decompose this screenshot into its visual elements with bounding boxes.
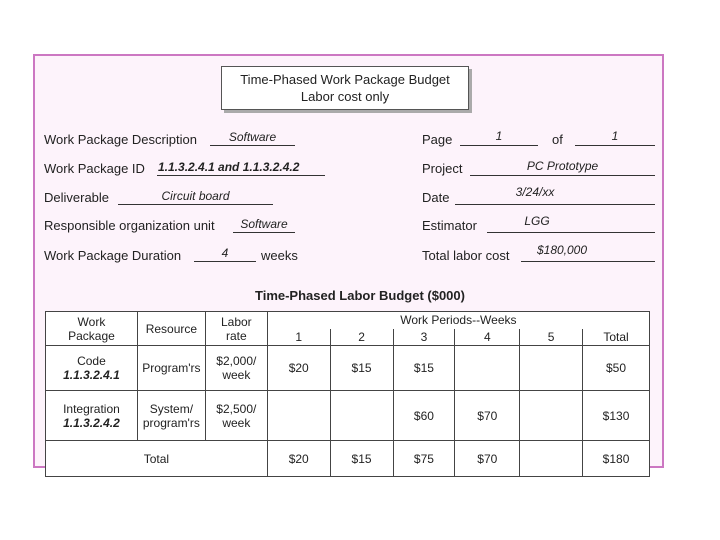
header-week-1: 1 [267, 329, 330, 346]
deliverable-label: Deliverable [44, 190, 110, 205]
wp-description-value: Software [228, 130, 277, 144]
total-week-4: $70 [455, 441, 520, 477]
row-total: $130 [583, 391, 650, 441]
row-total: $50 [583, 346, 650, 391]
wp-description-label: Work Package Description [44, 132, 197, 147]
row-rate-line2: week [222, 368, 251, 382]
form-title-line2: Labor cost only [300, 89, 390, 104]
row-resource: Program'rs [137, 346, 205, 391]
header-labor-rate [205, 312, 267, 346]
wp-id-value: 1.1.3.2.4.1 and 1.1.3.2.4.2 [158, 160, 300, 174]
total-cost-value: $180,000 [536, 243, 588, 257]
header-work-package-line2: Package [68, 328, 115, 343]
header-week-4: 4 [455, 329, 520, 346]
header-total: Total [583, 329, 650, 346]
row-id: 1.1.3.2.4.1 [63, 368, 120, 382]
row-id: 1.1.3.2.4.2 [63, 415, 120, 430]
row-work-package [46, 346, 138, 391]
row-resource-line1: System/ [149, 401, 194, 416]
row-resource [137, 391, 205, 441]
page-value: 1 [495, 129, 503, 143]
row-week-4 [455, 346, 520, 391]
project-label: Project [422, 161, 463, 176]
row-resource-line2: program'rs [142, 415, 200, 430]
header-week-5: 5 [520, 329, 583, 346]
row-week-3: $60 [393, 391, 455, 441]
header-labor-rate-line1: Labor [220, 314, 252, 329]
deliverable-value: Circuit board [161, 189, 230, 203]
total-week-5 [520, 441, 583, 477]
of-value: 1 [611, 129, 619, 143]
of-label: of [552, 132, 563, 147]
header-work-package-line1: Work [77, 314, 106, 329]
row-work-package [46, 391, 138, 441]
total-week-1: $20 [267, 441, 330, 477]
total-grand: $180 [583, 441, 650, 477]
budget-table-title: Time-Phased Labor Budget ($000) [255, 288, 465, 303]
row-rate-line1: $2,000/ [216, 354, 257, 368]
header-week-3: 3 [393, 329, 455, 346]
form-title [221, 66, 469, 110]
form-title-line1: Time-Phased Work Package Budget [240, 72, 450, 87]
row-rate [205, 346, 267, 391]
row-rate-line2: week [222, 415, 251, 430]
duration-value: 4 [221, 246, 229, 260]
duration-unit: weeks [261, 248, 298, 263]
project-value: PC Prototype [526, 159, 599, 173]
row-week-5 [520, 346, 583, 391]
duration-label: Work Package Duration [44, 248, 182, 263]
row-week-4: $70 [455, 391, 520, 441]
header-week-2: 2 [330, 329, 393, 346]
estimator-value: LGG [524, 214, 550, 228]
header-resource: Resource [137, 312, 205, 346]
total-week-2: $15 [330, 441, 393, 477]
header-work-periods: Work Periods--Weeks [267, 312, 649, 329]
row-week-3: $15 [393, 346, 455, 391]
row-week-2 [330, 391, 393, 441]
date-label: Date [422, 190, 450, 205]
row-week-1: $20 [267, 346, 330, 391]
row-name: Integration [63, 401, 120, 416]
resp-org-label: Responsible organization unit [44, 218, 215, 233]
page-label: Page [422, 132, 453, 147]
total-row-label: Total [46, 441, 268, 477]
total-week-3: $75 [393, 441, 455, 477]
resp-org-value: Software [240, 217, 288, 231]
total-row [46, 441, 650, 477]
row-week-2: $15 [330, 346, 393, 391]
row-name: Code [77, 354, 106, 368]
total-cost-label: Total labor cost [422, 248, 510, 263]
row-week-5 [520, 391, 583, 441]
wp-id-label: Work Package ID [44, 161, 145, 176]
table-row [46, 346, 650, 391]
header-labor-rate-line2: rate [225, 328, 247, 343]
table-row [46, 391, 650, 441]
date-value: 3/24/xx [515, 185, 555, 199]
row-rate-line1: $2,500/ [216, 401, 257, 416]
header-work-package [46, 312, 138, 346]
row-rate [205, 391, 267, 441]
row-week-1 [267, 391, 330, 441]
labor-budget-table [45, 311, 650, 477]
estimator-label: Estimator [422, 218, 477, 233]
